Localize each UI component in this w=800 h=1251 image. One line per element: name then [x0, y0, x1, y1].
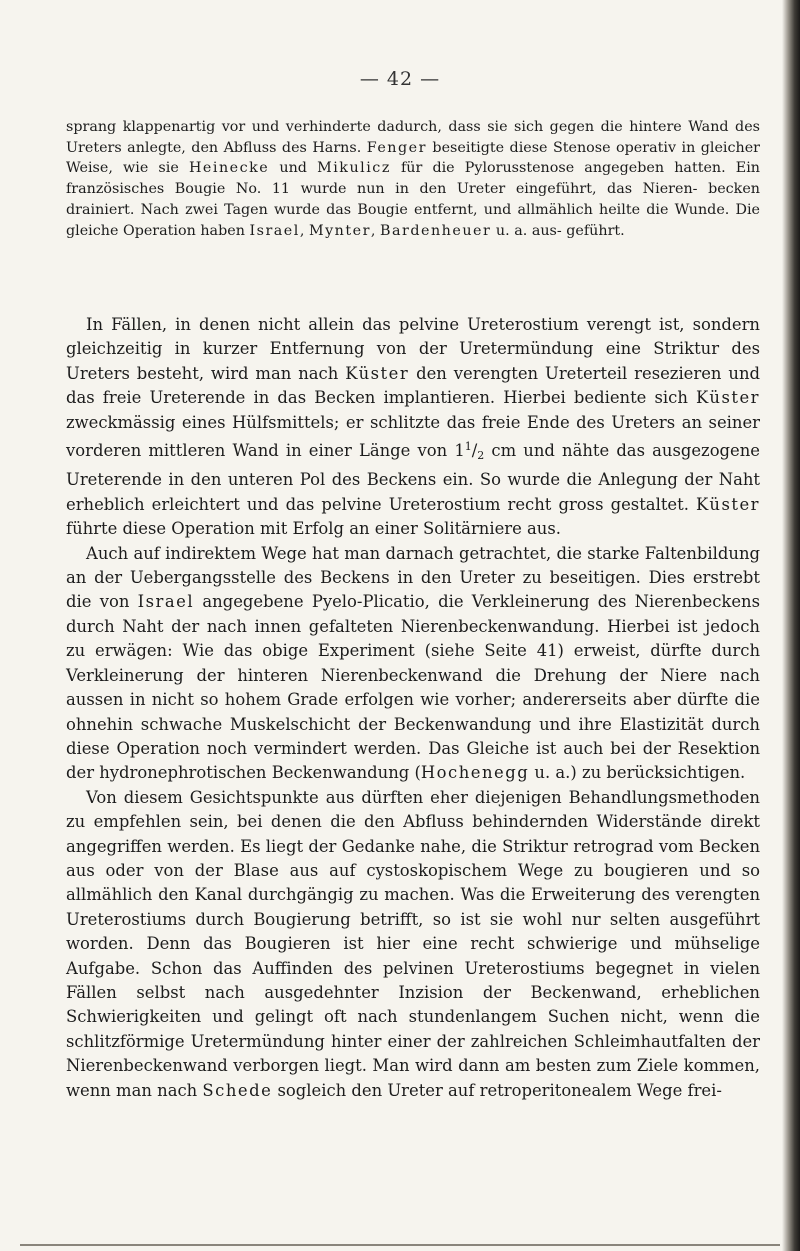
fraction-one-and-half: $1^1/_2$	[454, 440, 485, 463]
footnote-paragraph: sprang klappenartig vor und verhinderte dadurch, dass sie sich gegen die hintere Wand des Ureters anlegte, den Abfluss des Harns. Fenger beseitigte diese Stenose operativ in gleicher Weise, wie sie Heinecke und Mikulicz für die Pylorusstenose angegeben hatten. Ein französisches Bougie No. 11 wurde nun in den Ureter eingeführt, das Nieren- becken drainiert. Nach zwei Tagen wurde das Bougie entfernt, und allmählich heilte die Wunde. Die gleiche Operation haben Israel, Mynter, Bardenheuer u. a. aus- geführt.	[66, 119, 761, 239]
author-name: Israel	[249, 222, 300, 239]
author-name: Küster	[345, 363, 410, 383]
paragraph-2: Auch auf indirektem Wege hat man darnach getrachtet, die starke Faltenbildung an der Uebergangsstelle des Beckens in den Ureter zu beseitigen. Dies erstrebt die von Israel angegebene Pyelo-Plicatio, die Verkleinerung des Nierenbeckens durch Naht der nach innen gefalteten Nierenbeckenwandung. Hierbei ist jedoch zu erwägen: Wie das obige Experiment (siehe Seite 41) erweist, dürfte durch Verkleinerung der hinteren Nierenbeckenwand die Drehung der Niere nach aussen in nicht so hohem Grade erfolgen wie vorher; andererseits aber dürfte die ohnehin schwache Muskelschicht der Beckenwandung und ihre Elastizität durch diese Operation noch vermindert werden. Das Gleiche ist auch bei der Resektion der hydronephrotischen Beckenwandung (Hochenegg u. a.) zu berücksichtigen.	[66, 543, 760, 783]
author-name: Schede	[202, 1080, 273, 1100]
main-text	[66, 313, 760, 1103]
binding-edge	[782, 0, 800, 1251]
author-name: Küster	[696, 494, 760, 514]
author-name: Hochenegg	[420, 763, 530, 783]
author-name: Heinecke	[188, 160, 270, 177]
author-name: Israel	[137, 592, 195, 612]
author-name: Küster	[696, 388, 760, 408]
author-name: Mikulicz	[317, 160, 391, 177]
paragraph-1: In Fällen, in denen nicht allein das pelvine Ureterostium verengt ist, sondern gleichzeitig in kurzer Entfernung von der Uretermündung eine Striktur des Ureters besteht, wird man nach Küster den verengten Ureterteil resezieren und das freie Ureterende in das Becken implantieren. Hierbei bediente sich Küster zweckmässig eines Hülfsmittels; er schlitzte das freie Ende des Ureters an seiner vorderen mittleren Wand in einer Länge von $1^1/_2$ cm und nähte das ausgezogene Ureterende in den unteren Pol des Beckens ein. So wurde die Anlegung der Naht erheblich erleichtert und das pelvine Ureterostium recht gross gestaltet. Küster führte diese Operation mit Erfolg an einer Solitärniere aus.	[66, 315, 761, 539]
bottom-edge-line	[20, 1244, 780, 1246]
author-name: Bardenheuer	[380, 222, 492, 239]
page-number: — 42 —	[359, 68, 441, 90]
author-name: Mynter	[308, 222, 371, 239]
paragraph-3: Von diesem Gesichtspunkte aus dürften eher diejenigen Behandlungsmethoden zu empfehlen sein, bei denen die den Abfluss behindernden Widerstände direkt angegriffen werden. Es liegt der Gedanke nahe, die Striktur retrograd vom Becken aus oder von der Blase aus auf cystoskopischem Wege zu bougieren und so allmählich den Kanal durchgängig zu machen. Was die Erweiterung des verengten Ureterostiums durch Bougierung betrifft, so ist sie wohl nur selten ausgeführt worden. Denn das Bougieren ist hier eine recht schwierige und mühselige Aufgabe. Schon das Auffinden des pelvinen Ureterostiums begegnet in vielen Fällen selbst nach ausgedehnter Inzision der Beckenwand, erheblichen Schwierigkeiten und gelingt oft nach stundenlangem Suchen nicht, wenn die schlitzförmige Uretermündung hinter einer der zahlreichen Schleimhautfalten der Nierenbeckenwand verborgen liegt. Man wird dann am besten zum Ziele kommen, wenn man nach Schede sogleich den Ureter auf retroperitonealem Wege frei-	[66, 787, 760, 1100]
author-name: Fenger	[366, 139, 427, 156]
